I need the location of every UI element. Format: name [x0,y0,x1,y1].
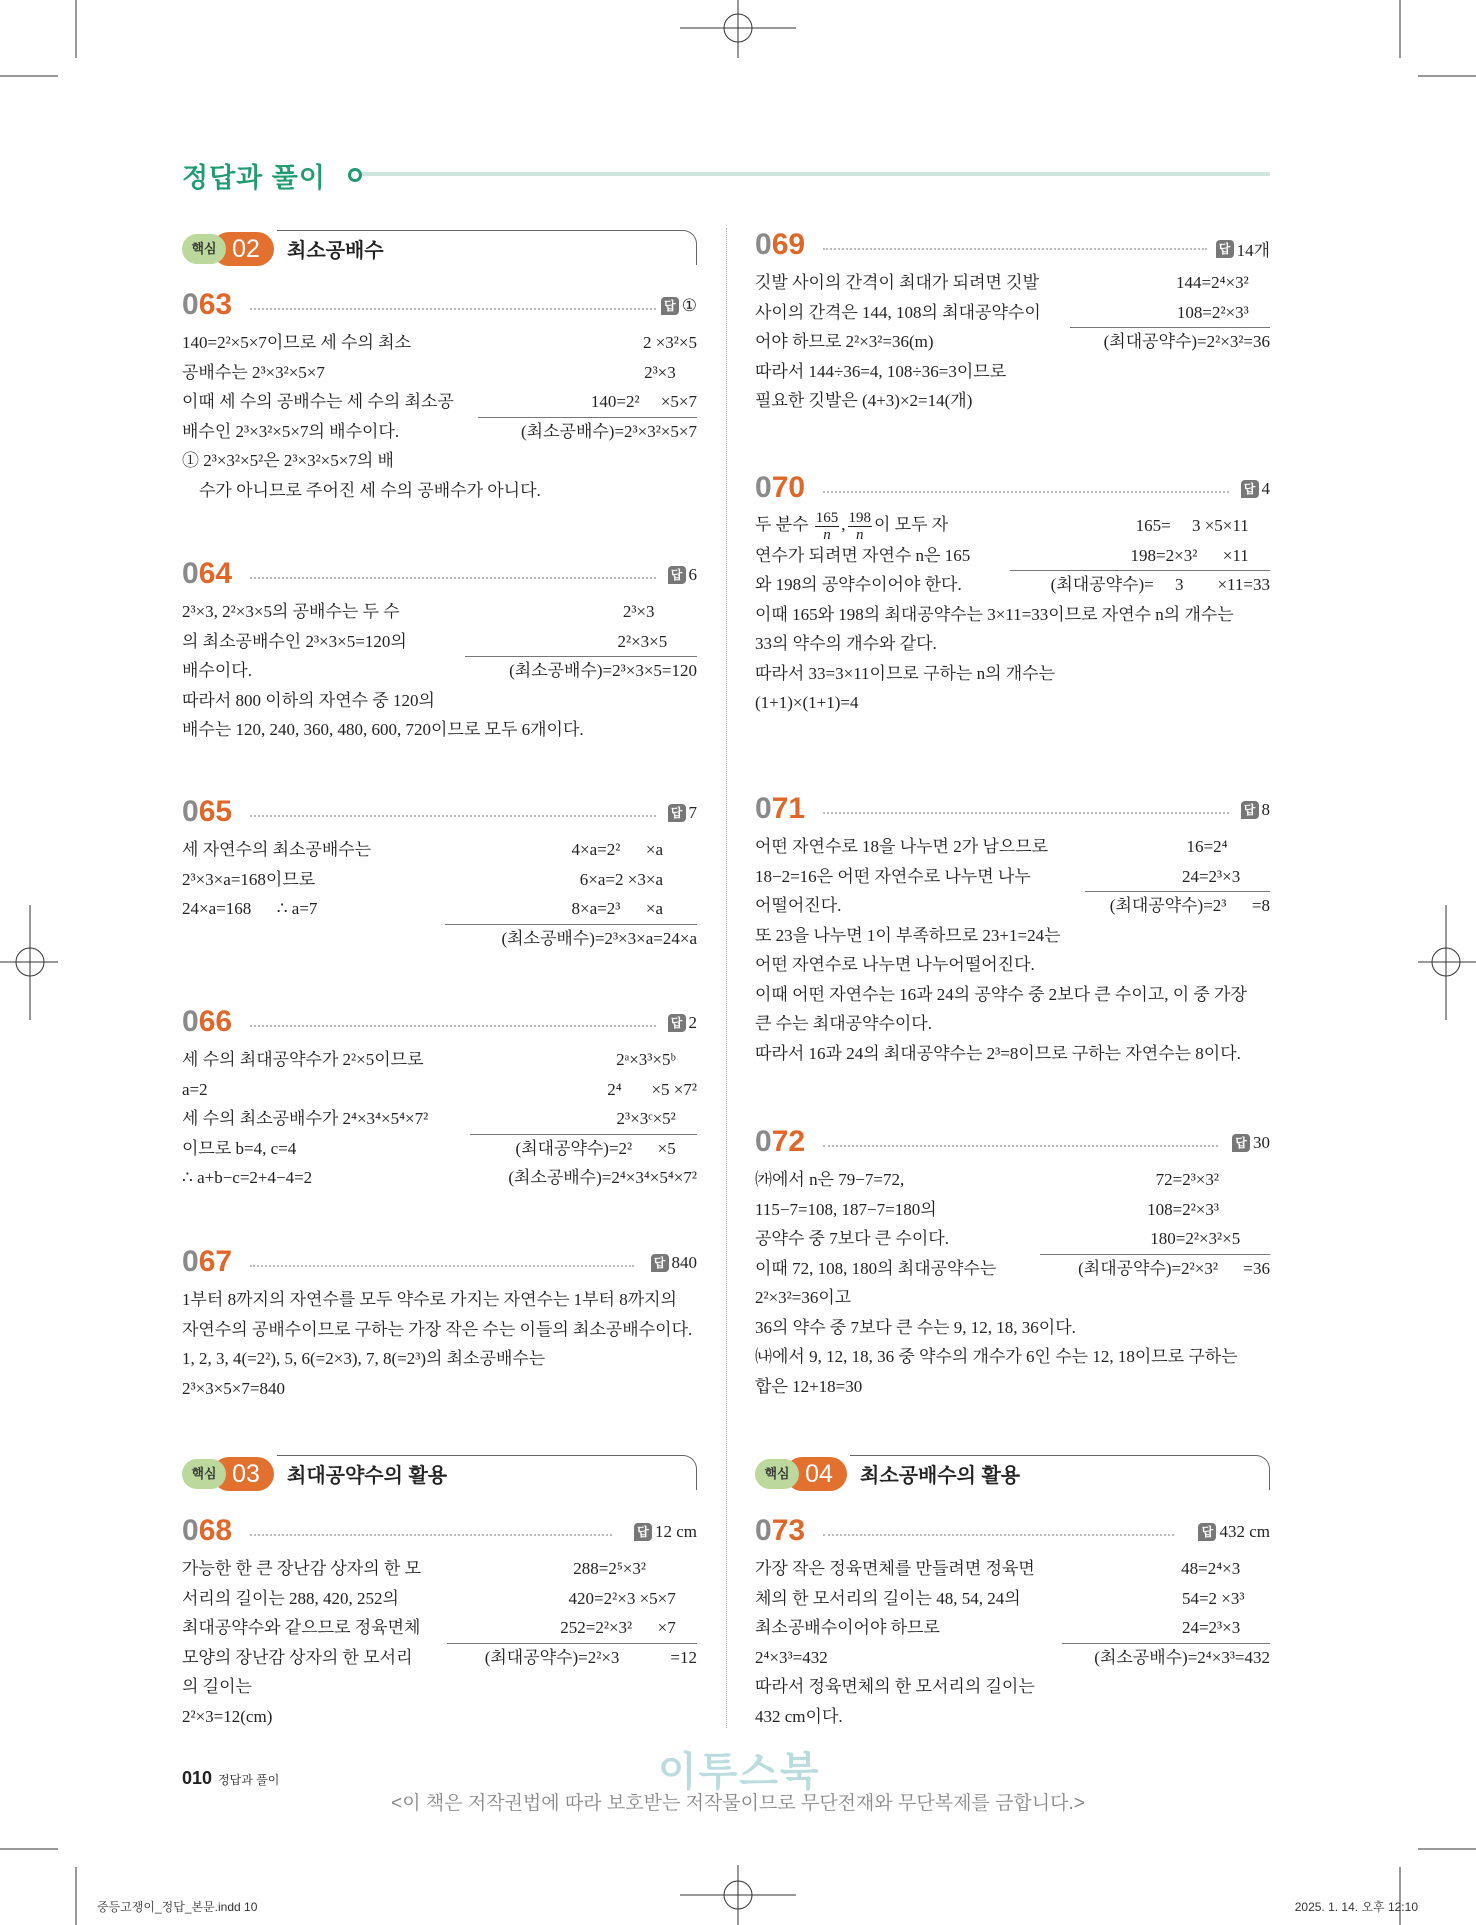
text-line: 세 수의 최대공약수가 2²×5이므로 [182,1050,424,1069]
answer-icon: 답 [651,1254,669,1272]
answer-icon: 답 [668,804,686,822]
text-line: 2³×3×5×7=840 [182,1378,285,1398]
text-line: ① 2³×3²×5²은 2³×3²×5×7의 배 [182,451,394,470]
section-number: 04 [785,1457,847,1491]
copyright-notice: <이 책은 저작권법에 따라 보호받는 저작물이므로 무단전재와 무단복제를 금합니다.> [391,1793,1085,1814]
answer-badge [668,1013,698,1033]
text-line: 공약수 중 7보다 큰 수이다. [755,1229,949,1248]
section-title: 최소공배수의 활용 [860,1465,1021,1487]
answer-value: ① [681,296,697,315]
text-line: 어떤 자연수로 나누면 나누어떨어진다. [755,955,1035,974]
problem-number [755,1514,805,1548]
calc-result: (최소공배수)=2³×3²×5×7 [521,421,697,441]
calc-divider [1040,1254,1270,1255]
problem-number-prefix: 0 [755,471,772,504]
problem-number-prefix: 0 [182,1005,199,1038]
text-line: ㈎에서 n은 79−7=72, [755,1170,905,1189]
answer-badge [668,565,698,585]
calc-result: (최소공배수)=2⁴×3³=432 [1094,1647,1270,1667]
problem-number-rest: 70 [771,471,806,504]
text-line: 최소공배수이어야 하므로 [755,1618,940,1637]
text-line: ㈏에서 9, 12, 18, 36 중 약수의 개수가 6인 수는 12, 18이므로 구하는 [755,1347,1238,1366]
leader-dots [250,1025,656,1027]
problem-number-rest: 68 [198,1514,233,1547]
text-line: 2⁴×3³=432 [755,1647,828,1667]
slug-date: 2025. 1. 14. 오후 12:10 [1294,1900,1418,1914]
calc-table [1040,1169,1270,1287]
calc-row: 198=2×3² ×11 [1130,545,1270,565]
text-line: 공배수는 2³×3²×5×7 [182,362,325,382]
text-line: 24×a=168 ∴ a=7 [182,899,318,918]
text-line: 모양의 장난감 상자의 한 모서리 [182,1647,413,1667]
calc-result: (최대공약수)=2²×3²=36 [1103,332,1270,351]
problem-number-rest: 73 [771,1514,806,1547]
answer-icon: 답 [668,566,686,584]
section-badge: 핵심 [182,1459,226,1489]
text-line: 어떨어진다. [755,896,842,915]
problem-heading [755,1125,1270,1165]
problem-number-rest: 64 [198,557,233,590]
text-line: 따라서 정육면체의 한 모서리의 길이는 [755,1677,1035,1696]
answer-badge [661,296,697,316]
text-line: 가장 작은 정육면체를 만들려면 정육면 [755,1559,1035,1578]
calc-row: 2³×3 [622,602,697,621]
fraction-separator: , [841,515,846,534]
calc-row: 144=2⁴×3² [1176,273,1270,292]
answer-value: 8 [1261,800,1270,819]
calc-row: 2³×3ᶜ×5² [616,1109,697,1128]
text-line: 의 길이는 [182,1677,252,1696]
text-line: 33의 약수의 개수와 같다. [755,634,937,653]
section-badge: 핵심 [755,1459,799,1489]
calc-row: 108=2²×3³ [1176,302,1270,322]
problem-number [755,471,805,505]
text-line: 1부터 8까지의 자연수를 모두 약수로 가지는 자연수는 1부터 8까지의 [182,1290,677,1309]
calc-row: 6×a=2 ×3×a [579,869,697,889]
calc-row: 48=2⁴×3 [1181,1559,1270,1578]
fraction [815,510,840,543]
calc-result: (최대공약수)=2³ =8 [1109,896,1270,915]
title-rule [362,172,1270,176]
calc-table [447,1558,697,1676]
fraction [848,510,873,543]
problem-number-rest: 69 [771,228,806,261]
page-footer [182,1768,279,1789]
problem-number [182,1245,232,1279]
answer-value: 840 [671,1253,697,1272]
problem-number-prefix: 0 [755,792,772,825]
calc-row: 165= 3 ×5×11 [1135,516,1270,535]
leader-dots [250,1265,634,1267]
title-dot-icon [348,168,362,182]
problem-number-prefix: 0 [755,1125,772,1158]
calc-row: 24=2³×3 [1181,866,1270,886]
calc-row: 2³×3 [644,362,697,382]
problem-heading [182,1245,697,1285]
section-number: 03 [212,1457,274,1491]
answer-badge [668,803,698,823]
text-line: 이므로 b=4, c=4 [182,1138,297,1158]
answer-badge [1241,800,1271,820]
text-line: 또 23을 나누면 1이 부족하므로 23+1=24는 [755,925,1061,945]
problem-number [182,557,232,591]
leader-dots [823,248,1207,250]
text-line: 가능한 한 큰 장난감 상자의 한 모 [182,1559,421,1578]
text-line: a=2 [182,1079,208,1099]
problem-number [755,228,805,262]
answer-value: 2 [688,1013,697,1032]
text-line: 36의 약수 중 7보다 큰 수는 9, 12, 18, 36이다. [755,1317,1076,1337]
calc-result: (최대공약수)=2²×3² =36 [1078,1258,1270,1278]
text-line: 세 수의 최소공배수가 2⁴×3⁴×5⁴×7² [182,1109,429,1128]
text-line: 의 최소공배수인 2³×3×5=120의 [182,631,407,651]
answer-icon: 답 [1241,801,1259,819]
calc-row: 4×a=2² ×a [571,840,697,859]
section-header [755,1455,1270,1489]
answer-icon: 답 [668,1014,686,1032]
calc-row: 288=2⁵×3² [573,1559,697,1578]
text-line: 어야 하므로 2²×3²=36(m) [755,332,934,351]
text-line: 배수이다. [182,661,252,680]
text-line: 어떤 자연수로 18을 나누면 2가 남으므로 [755,837,1049,856]
problem-number [755,792,805,826]
problem-heading [182,288,697,328]
calc-table [478,332,697,450]
leader-dots [823,491,1229,493]
page-title: 정답과 풀이 [182,163,326,193]
problem-number-prefix: 0 [182,1245,199,1278]
text-line: 18−2=16은 어떤 자연수로 나누면 나누 [755,866,1031,886]
calc-row: 420=2²×3 ×5×7 [568,1588,697,1608]
text-line: 서리의 길이는 288, 420, 252의 [182,1588,399,1608]
watermark-logo: 이투스북 [658,1750,821,1794]
text-line: 따라서 144÷36=4, 108÷36=3이므로 [755,361,1007,381]
problem-number-rest: 67 [198,1245,233,1278]
fraction-numerator: 198 [848,509,872,526]
fraction-denominator: n [856,526,864,543]
problem-number-prefix: 0 [755,1514,772,1547]
problem-number-rest: 66 [198,1005,233,1038]
answer-icon: 답 [661,297,679,315]
calc-divider [478,417,697,418]
calc-result: (최소공배수)=2³×3×a=24×a [501,928,697,948]
problem-number-rest: 63 [198,288,233,321]
text-line: 배수인 2³×3²×5×7의 배수이다. [182,421,400,441]
problem-number [182,1005,232,1039]
fraction-prefix: 두 분수 [755,515,813,534]
problem-number [755,1125,805,1159]
answer-icon: 답 [1216,240,1234,258]
text-line-fraction [755,507,948,543]
calc-divider [1010,570,1270,571]
problem-number-prefix: 0 [755,228,772,261]
text-line: 따라서 16과 24의 최대공약수는 2³=8이므로 구하는 자연수는 8이다. [755,1043,1241,1063]
calc-row: 108=2²×3³ [1147,1199,1270,1219]
leader-dots [823,1145,1218,1147]
answer-badge [1232,1133,1270,1153]
calc-table [1085,836,1270,925]
problem-number [182,288,232,322]
text-line: 따라서 800 이하의 자연수 중 120의 [182,690,435,710]
calc-result: (최대공약수)=2²×3 =12 [484,1647,697,1667]
problem-number-rest: 71 [771,792,806,825]
answer-value: 30 [1253,1133,1270,1152]
calc-divider [465,656,697,657]
text-line: 최대공약수와 같으므로 정육면체 [182,1618,421,1637]
slug-file: 중등고쟁이_정답_본문.indd 10 [97,1900,258,1914]
calc-result: (최대공약수)= 3 ×11=33 [1050,575,1270,594]
text-line: 필요한 깃발은 (4+3)×2=14(개) [755,391,973,410]
answer-icon: 답 [1241,480,1259,498]
text-line: 115−7=108, 187−7=180의 [755,1199,937,1219]
leader-dots [823,812,1229,814]
problem-heading [755,471,1270,511]
calc-table [1070,272,1270,361]
problem-number-prefix: 0 [182,557,199,590]
text-line: 수가 아니므로 주어진 세 수의 공배수가 아니다. [182,480,541,500]
text-line: 2³×3×a=168이므로 [182,869,316,889]
calc-divider [1085,891,1270,892]
text-line: 깃발 사이의 간격이 최대가 되려면 깃발 [755,273,1040,292]
problem-number [182,1514,232,1548]
text-line: ∴ a+b−c=2+4−4=2 [182,1168,313,1187]
problem-number-rest: 65 [198,795,233,828]
problem-heading [755,1514,1270,1554]
page-number: 010 [182,1768,213,1788]
fraction-suffix: 이 모두 자 [874,515,949,534]
problem-heading [755,792,1270,832]
calc-row: 24=2³×3 [1181,1618,1270,1637]
answer-icon: 답 [1198,1523,1216,1541]
calc-row: 2²×3×5 [617,631,697,651]
answer-value: 12 cm [654,1522,697,1541]
answer-icon: 답 [1232,1134,1250,1152]
text-line: 체의 한 모서리의 길이는 48, 54, 24의 [755,1588,1021,1608]
answer-badge [634,1522,697,1542]
problem-number-prefix: 0 [182,1514,199,1547]
calc-table [465,601,697,690]
text-line: 와 198의 공약수이어야 한다. [755,575,962,594]
calc-table [445,839,697,957]
text-line: 세 자연수의 최소공배수는 [182,840,372,859]
calc-divider [447,1643,697,1644]
calc-result: (최대공약수)=2² ×5 [515,1138,697,1158]
calc-row: 140=2² ×5×7 [590,392,697,411]
text-line: 2³×3, 2²×3×5의 공배수는 두 수 [182,602,400,621]
text-line: 이때 165와 198의 최대공약수는 3×11=33이므로 자연수 n의 개수는 [755,604,1234,624]
section-number: 02 [212,232,274,266]
leader-dots [250,577,656,579]
answer-value: 432 cm [1219,1522,1270,1541]
calc-row: 180=2²×3²×5 [1150,1229,1270,1248]
problem-heading [182,1514,697,1554]
problem-number-rest: 72 [771,1125,806,1158]
text-line: 2²×3=12(cm) [182,1706,273,1726]
section-badge: 핵심 [182,234,226,264]
problem-heading [182,557,697,597]
section-header [182,230,697,264]
text-line: 자연수의 공배수이므로 구하는 가장 작은 수는 이들의 최소공배수이다. [182,1319,693,1339]
calc-table [470,1049,697,1197]
calc-row: 252=2²×3² ×7 [560,1618,697,1637]
column-divider [726,228,727,1728]
text-line: 큰 수는 최대공약수이다. [755,1014,932,1033]
text-line: (1+1)×(1+1)=4 [755,693,859,712]
problem-number-prefix: 0 [182,288,199,321]
calc-divider [445,924,697,925]
calc-result: (최소공배수)=2³×3×5=120 [509,661,697,680]
calc-divider [1062,1643,1270,1644]
problem-heading [755,228,1270,268]
text-line: 배수는 120, 240, 360, 480, 600, 720이므로 모두 6개이다. [182,720,584,739]
text-line: 합은 12+18=30 [755,1376,863,1396]
calc-row: 8×a=2³ ×a [571,899,697,918]
section-header [182,1455,697,1489]
leader-dots [250,1534,612,1536]
section-title: 최대공약수의 활용 [287,1465,448,1487]
answer-badge [651,1253,698,1273]
page-label: 정답과 풀이 [218,1773,280,1787]
calc-row: 2ᵃ×3³×5ᵇ [616,1050,697,1069]
calc-row: 16=2⁴ [1186,837,1270,856]
fraction-denominator: n [823,526,831,543]
problem-number-prefix: 0 [182,795,199,828]
answer-value: 14개 [1236,241,1270,260]
text-line: 사이의 간격은 144, 108의 최대공약수이 [755,302,1041,322]
answer-badge [1216,236,1270,261]
answer-value: 7 [688,803,697,822]
calc-result: (최소공배수)=2⁴×3⁴×5⁴×7² [508,1168,697,1187]
problem-heading [182,1005,697,1045]
calc-row: 72=2³×3² [1155,1170,1270,1189]
section-title: 최소공배수 [287,240,384,262]
text-line: 432 cm이다. [755,1706,843,1726]
answer-badge [1198,1522,1270,1542]
text-line: 이때 세 수의 공배수는 세 수의 최소공 [182,392,454,411]
text-line: 따라서 33=3×11이므로 구하는 n의 개수는 [755,663,1056,683]
leader-dots [250,815,656,817]
leader-dots [823,1534,1174,1536]
text-line: 140=2²×5×7이므로 세 수의 최소 [182,333,411,352]
calc-divider [470,1134,697,1135]
answer-value: 6 [688,565,697,584]
fraction-numerator: 165 [815,509,839,526]
calc-row: 2⁴ ×5 ×7² [607,1079,697,1099]
calc-table [1010,515,1270,604]
calc-row: 54=2 ×3³ [1181,1588,1270,1608]
calc-table [1062,1558,1270,1676]
answer-badge [1241,479,1271,499]
text-line: 이때 어떤 자연수는 16과 24의 공약수 중 2보다 큰 수이고, 이 중 가장 [755,984,1247,1004]
text-line: 1, 2, 3, 4(=2²), 5, 6(=2×3), 7, 8(=2³)의 최소공배수는 [182,1349,546,1368]
text-line: 2²×3²=36이고 [755,1288,852,1307]
calc-divider [1070,327,1270,328]
answer-value: 4 [1261,479,1270,498]
calc-row: 2 ×3²×5 [642,333,697,352]
problem-heading [182,795,697,835]
text-line: 연수가 되려면 자연수 n은 165 [755,545,971,565]
answer-icon: 답 [634,1523,652,1541]
problem-number [182,795,232,829]
leader-dots [250,308,656,310]
text-line: 이때 72, 108, 180의 최대공약수는 [755,1258,997,1278]
